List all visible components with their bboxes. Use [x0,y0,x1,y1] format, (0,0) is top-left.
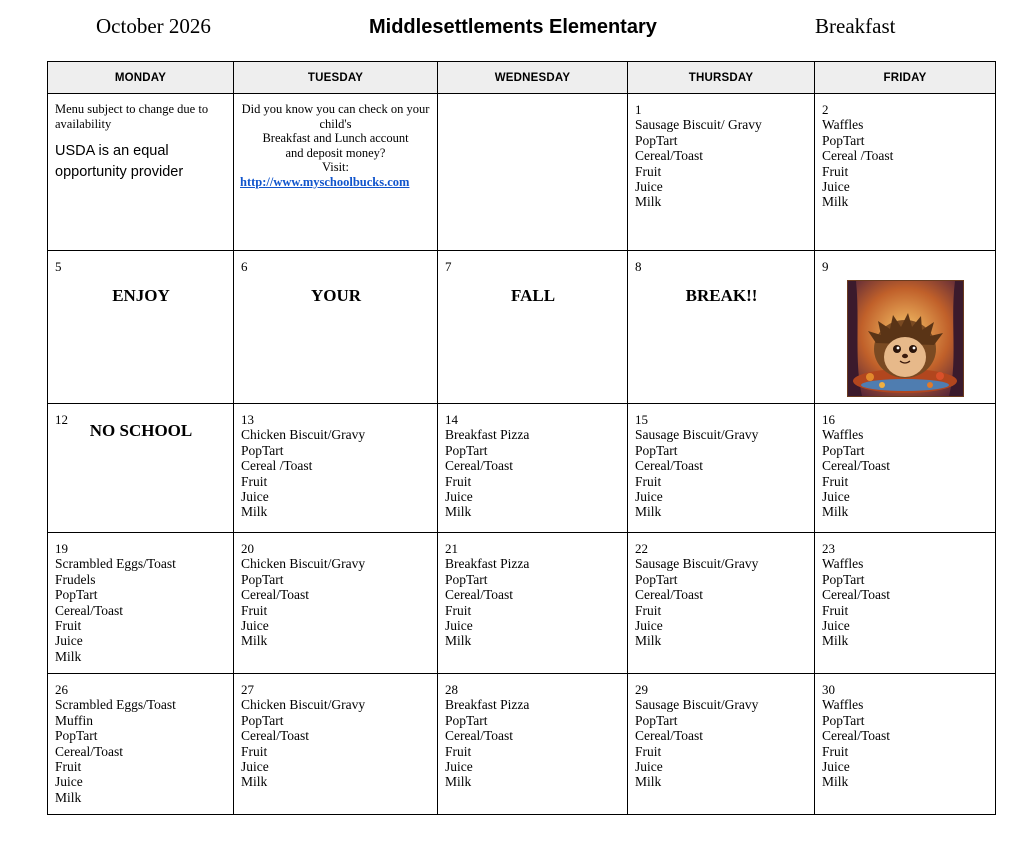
menu-item: Fruit [635,163,662,179]
menu-item: Juice [822,489,850,505]
menu-item: Muffin [55,712,94,728]
day-number: 7 [445,259,452,274]
menu-item: PopTart [635,571,678,587]
menu-item: PopTart [822,712,865,728]
menu-item: Juice [635,179,663,195]
day-cell-22 [628,533,815,674]
menu-item: Milk [635,774,662,790]
break-banner-word: YOUR [310,286,362,306]
menu-item: PopTart [55,587,98,603]
menu-item: PopTart [822,571,865,587]
menu-item: PopTart [241,712,284,728]
menu-item: Milk [822,194,849,210]
day-number: 12 [55,412,68,427]
school-title: Middlesettlements Elementary [369,16,657,38]
day-cell-27 [234,674,438,815]
day-cell-16 [815,404,996,533]
day-cell-2 [815,94,996,251]
day-cell-19 [48,533,234,674]
day-number: 23 [822,541,835,556]
day-cell-26 [48,674,234,815]
menu-item: PopTart [822,442,865,458]
break-banner-word: ENJOY [112,286,170,306]
menu-item: Juice [822,759,850,775]
menu-item: PopTart [445,571,488,587]
weekday-tuesday: TUESDAY [234,62,438,94]
menu-item: Fruit [241,743,268,759]
menu-item: Juice [241,489,269,505]
week-row-3 [48,404,996,533]
no-school-label: NO SCHOOL [89,421,193,441]
menu-item: Milk [55,648,82,664]
menu-item: Fruit [55,759,82,775]
menu-item: Milk [822,633,849,649]
menu-item: Fruit [635,473,662,489]
menu-item: Cereal/Toast [822,458,891,474]
menu-item: PopTart [241,571,284,587]
weekday-wednesday: WEDNESDAY [438,62,628,94]
day-cell-14 [438,404,628,533]
menu-item: PopTart [55,728,98,744]
menu-item: Fruit [445,602,472,618]
promo-line: and deposit money? [285,145,386,160]
menu-item: Milk [822,774,849,790]
menu-item: Cereal/Toast [635,458,704,474]
week-row-1 [48,94,996,251]
day-number: 6 [241,259,248,274]
day-number: 5 [55,259,62,274]
menu-item: Fruit [241,602,268,618]
menu-item: Fruit [55,618,82,634]
day-cell-20 [234,533,438,674]
menu-item: Milk [445,633,472,649]
menu-item: Breakfast Pizza [445,427,530,443]
menu-item: Fruit [445,473,472,489]
week-row-4 [48,533,996,674]
promo-line: Visit: [321,160,350,174]
menu-item: PopTart [635,442,678,458]
day-number: 15 [635,412,648,427]
menu-item: Fruit [635,743,662,759]
menu-item: Juice [241,618,269,634]
menu-change-note: Menu subject to change due to availability [55,102,209,131]
menu-item: Frudels [55,571,96,587]
menu-item: Juice [55,774,83,790]
day-cell-30 [815,674,996,815]
day-number: 27 [241,682,254,697]
day-cell-13 [234,404,438,533]
menu-item: Scrambled Eggs/Toast [55,697,176,713]
menu-item: Fruit [822,602,849,618]
menu-item: Milk [635,633,662,649]
menu-item: Milk [241,774,268,790]
menu-item: Chicken Biscuit/Gravy [241,556,366,572]
day-cell-29 [628,674,815,815]
day-number: 20 [241,541,254,556]
day-number: 8 [635,259,642,274]
menu-item: Cereal/Toast [445,587,514,603]
menu-item: Milk [445,504,472,520]
day-number: 21 [445,541,458,556]
day-cell-12 [48,404,234,533]
menu-item: Cereal/Toast [822,728,891,744]
menu-item: Milk [241,633,268,649]
menu-calendar [47,61,996,815]
menu-item: Juice [822,618,850,634]
myschoolbucks-link[interactable]: http://www.myschoolbucks.com [240,174,410,189]
day-cell-28 [438,674,628,815]
menu-item: Cereal/Toast [55,602,124,618]
day-cell-5 [48,251,234,404]
menu-item: Fruit [822,163,849,179]
menu-item: Milk [635,194,662,210]
menu-item: Cereal/Toast [445,728,514,744]
menu-item: Sausage Biscuit/Gravy [635,427,759,443]
menu-item: Cereal/Toast [55,743,124,759]
note-cell [48,94,234,251]
menu-item: Juice [635,489,663,505]
day-cell-15 [628,404,815,533]
menu-item: Sausage Biscuit/ Gravy [635,117,762,133]
menu-item: Breakfast Pizza [445,697,530,713]
menu-item: PopTart [241,442,284,458]
menu-item: Fruit [822,743,849,759]
menu-item: Waffles [822,697,864,713]
menu-item: Cereal/Toast [635,148,704,164]
usda-statement: USDA is an equal opportunity provider [55,143,184,181]
menu-item: Fruit [241,473,268,489]
day-cell-7 [438,251,628,404]
menu-item: PopTart [635,712,678,728]
day-number: 29 [635,682,648,697]
day-cell-6 [234,251,438,404]
menu-item: Breakfast Pizza [445,556,530,572]
menu-item: Cereal/Toast [635,728,704,744]
menu-item: Juice [822,179,850,195]
menu-item: Milk [445,774,472,790]
day-cell-9 [815,251,996,404]
weekday-friday: FRIDAY [815,62,996,94]
menu-item: Juice [445,489,473,505]
menu-item: Juice [635,618,663,634]
promo-line: Breakfast and Lunch account [262,131,409,145]
day-number: 13 [241,412,254,427]
menu-item: Sausage Biscuit/Gravy [635,556,759,572]
menu-item: Cereal /Toast [822,148,894,164]
day-number: 14 [445,412,458,427]
promo-cell [234,94,438,251]
menu-item: Juice [55,633,83,649]
menu-item: PopTart [635,132,678,148]
menu-item: Waffles [822,427,864,443]
empty-day-cell [438,94,628,251]
day-number: 2 [822,102,829,117]
menu-item: PopTart [822,132,865,148]
menu-item: Fruit [822,473,849,489]
menu-item: Cereal/Toast [445,458,514,474]
menu-item: Cereal/Toast [241,728,310,744]
menu-item: PopTart [445,712,488,728]
day-cell-8 [628,251,815,404]
day-number: 22 [635,541,648,556]
weekday-header-row [48,62,996,94]
menu-item: PopTart [445,442,488,458]
week-row-2 [48,251,996,404]
menu-item: Waffles [822,556,864,572]
week-row-5 [48,674,996,815]
day-number: 1 [635,102,642,117]
menu-item: Juice [241,759,269,775]
month-title: October 2026 [96,14,211,38]
menu-item: Cereal/Toast [241,587,310,603]
weekday-thursday: THURSDAY [628,62,815,94]
meal-title: Breakfast [815,14,896,38]
day-number: 19 [55,541,68,556]
break-banner-word: FALL [510,286,556,306]
menu-item: Milk [55,789,82,805]
day-cell-21 [438,533,628,674]
menu-item: Juice [635,759,663,775]
day-number: 26 [55,682,68,697]
menu-item: Fruit [635,602,662,618]
day-cell-1 [628,94,815,251]
promo-line: Did you know you can check on your child's [241,102,430,131]
day-number: 16 [822,412,835,427]
menu-item: Cereal/Toast [822,587,891,603]
menu-item: Milk [635,504,662,520]
day-cell-23 [815,533,996,674]
menu-item: Chicken Biscuit/Gravy [241,427,366,443]
day-number: 28 [445,682,458,697]
menu-item: Waffles [822,117,864,133]
menu-item: Cereal /Toast [241,458,313,474]
menu-item: Cereal/Toast [635,587,704,603]
break-banner-word: BREAK!! [685,286,758,306]
menu-item: Milk [822,504,849,520]
menu-item: Fruit [445,743,472,759]
menu-item: Milk [241,504,268,520]
menu-item: Scrambled Eggs/Toast [55,556,176,572]
day-number: 30 [822,682,835,697]
menu-item: Sausage Biscuit/Gravy [635,697,759,713]
hedgehog-illustration-icon [847,280,964,397]
menu-item: Chicken Biscuit/Gravy [241,697,366,713]
menu-item: Juice [445,759,473,775]
menu-item: Juice [445,618,473,634]
weekday-monday: MONDAY [48,62,234,94]
day-number: 9 [822,259,829,274]
